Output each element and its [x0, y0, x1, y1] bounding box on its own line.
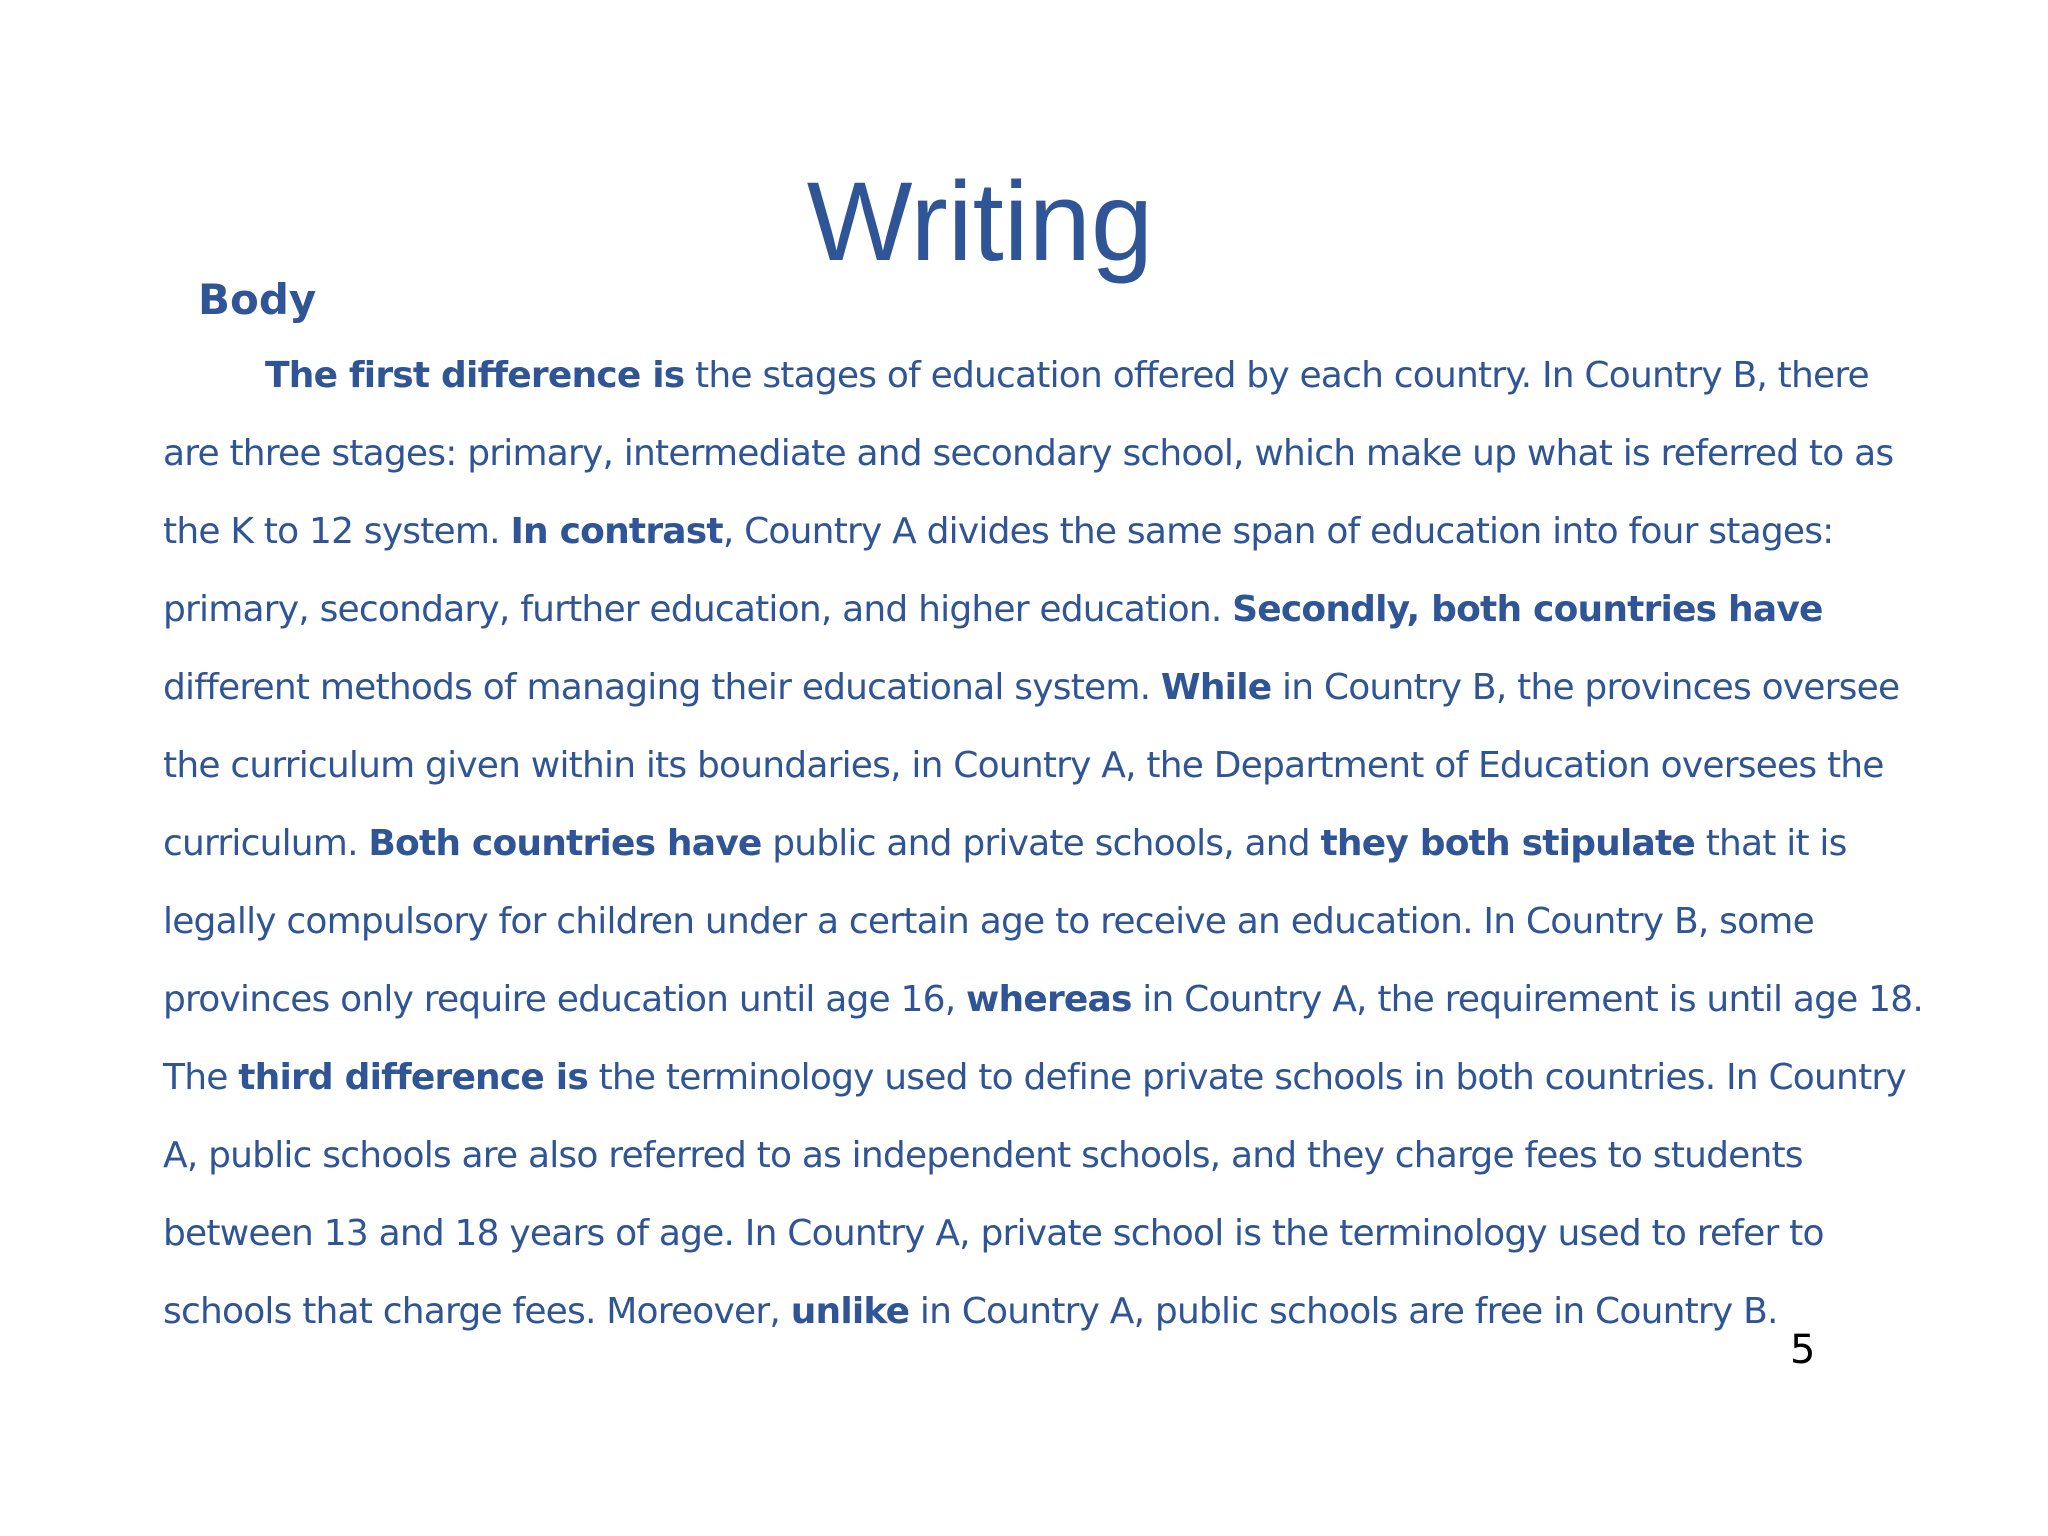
bold-phrase: The first difference is [265, 355, 685, 396]
text-run: that it is legally compulsory for children under a certain age to receive an education. In Country B, some provinces only require education until age 16, [163, 823, 1847, 1020]
text-run: , Country A divides the same span of education into four stages: primary, secondary, further education, and higher education. [163, 511, 1834, 630]
text-run: different methods of managing their educational system. [163, 667, 1161, 708]
text-run: public and private schools, and [761, 823, 1321, 864]
bold-phrase: whereas [966, 979, 1132, 1020]
bold-phrase: third difference is [238, 1057, 588, 1098]
bold-phrase: Secondly, both countries have [1232, 589, 1823, 630]
page-number: 5 [1790, 1327, 1816, 1373]
text-run: the stages of education offered by each country. In Country B, there are three stages: primary, intermediate and secondary school, which make up what is referred to as the K to 12 system. [163, 355, 1894, 552]
section-heading: Body [198, 275, 317, 324]
text-run: in Country B, the provinces oversee the curriculum given within its boundaries, in Country A, the Department of Education oversees the curriculum. [163, 667, 1900, 864]
text-run: in Country A, the requirement is until age 18. The [163, 979, 1923, 1098]
body-paragraph [163, 337, 1923, 1351]
text-run: in Country A, public schools are free in Country B. [909, 1291, 1778, 1332]
bold-phrase: Both countries have [368, 823, 762, 864]
bold-phrase: While [1160, 667, 1272, 708]
slide-title: Writing [806, 159, 1154, 284]
bold-phrase: unlike [790, 1291, 910, 1332]
bold-phrase: In contrast [510, 511, 723, 552]
text-run: the terminology used to define private schools in both countries. In Country A, public schools are also referred to as independent schools, and they charge fees to students between 13 and 18 years of age. In Country A, private school is the terminology used to refer to schools that charge fees. Moreover, [163, 1057, 1906, 1332]
bold-phrase: they both stipulate [1320, 823, 1696, 864]
